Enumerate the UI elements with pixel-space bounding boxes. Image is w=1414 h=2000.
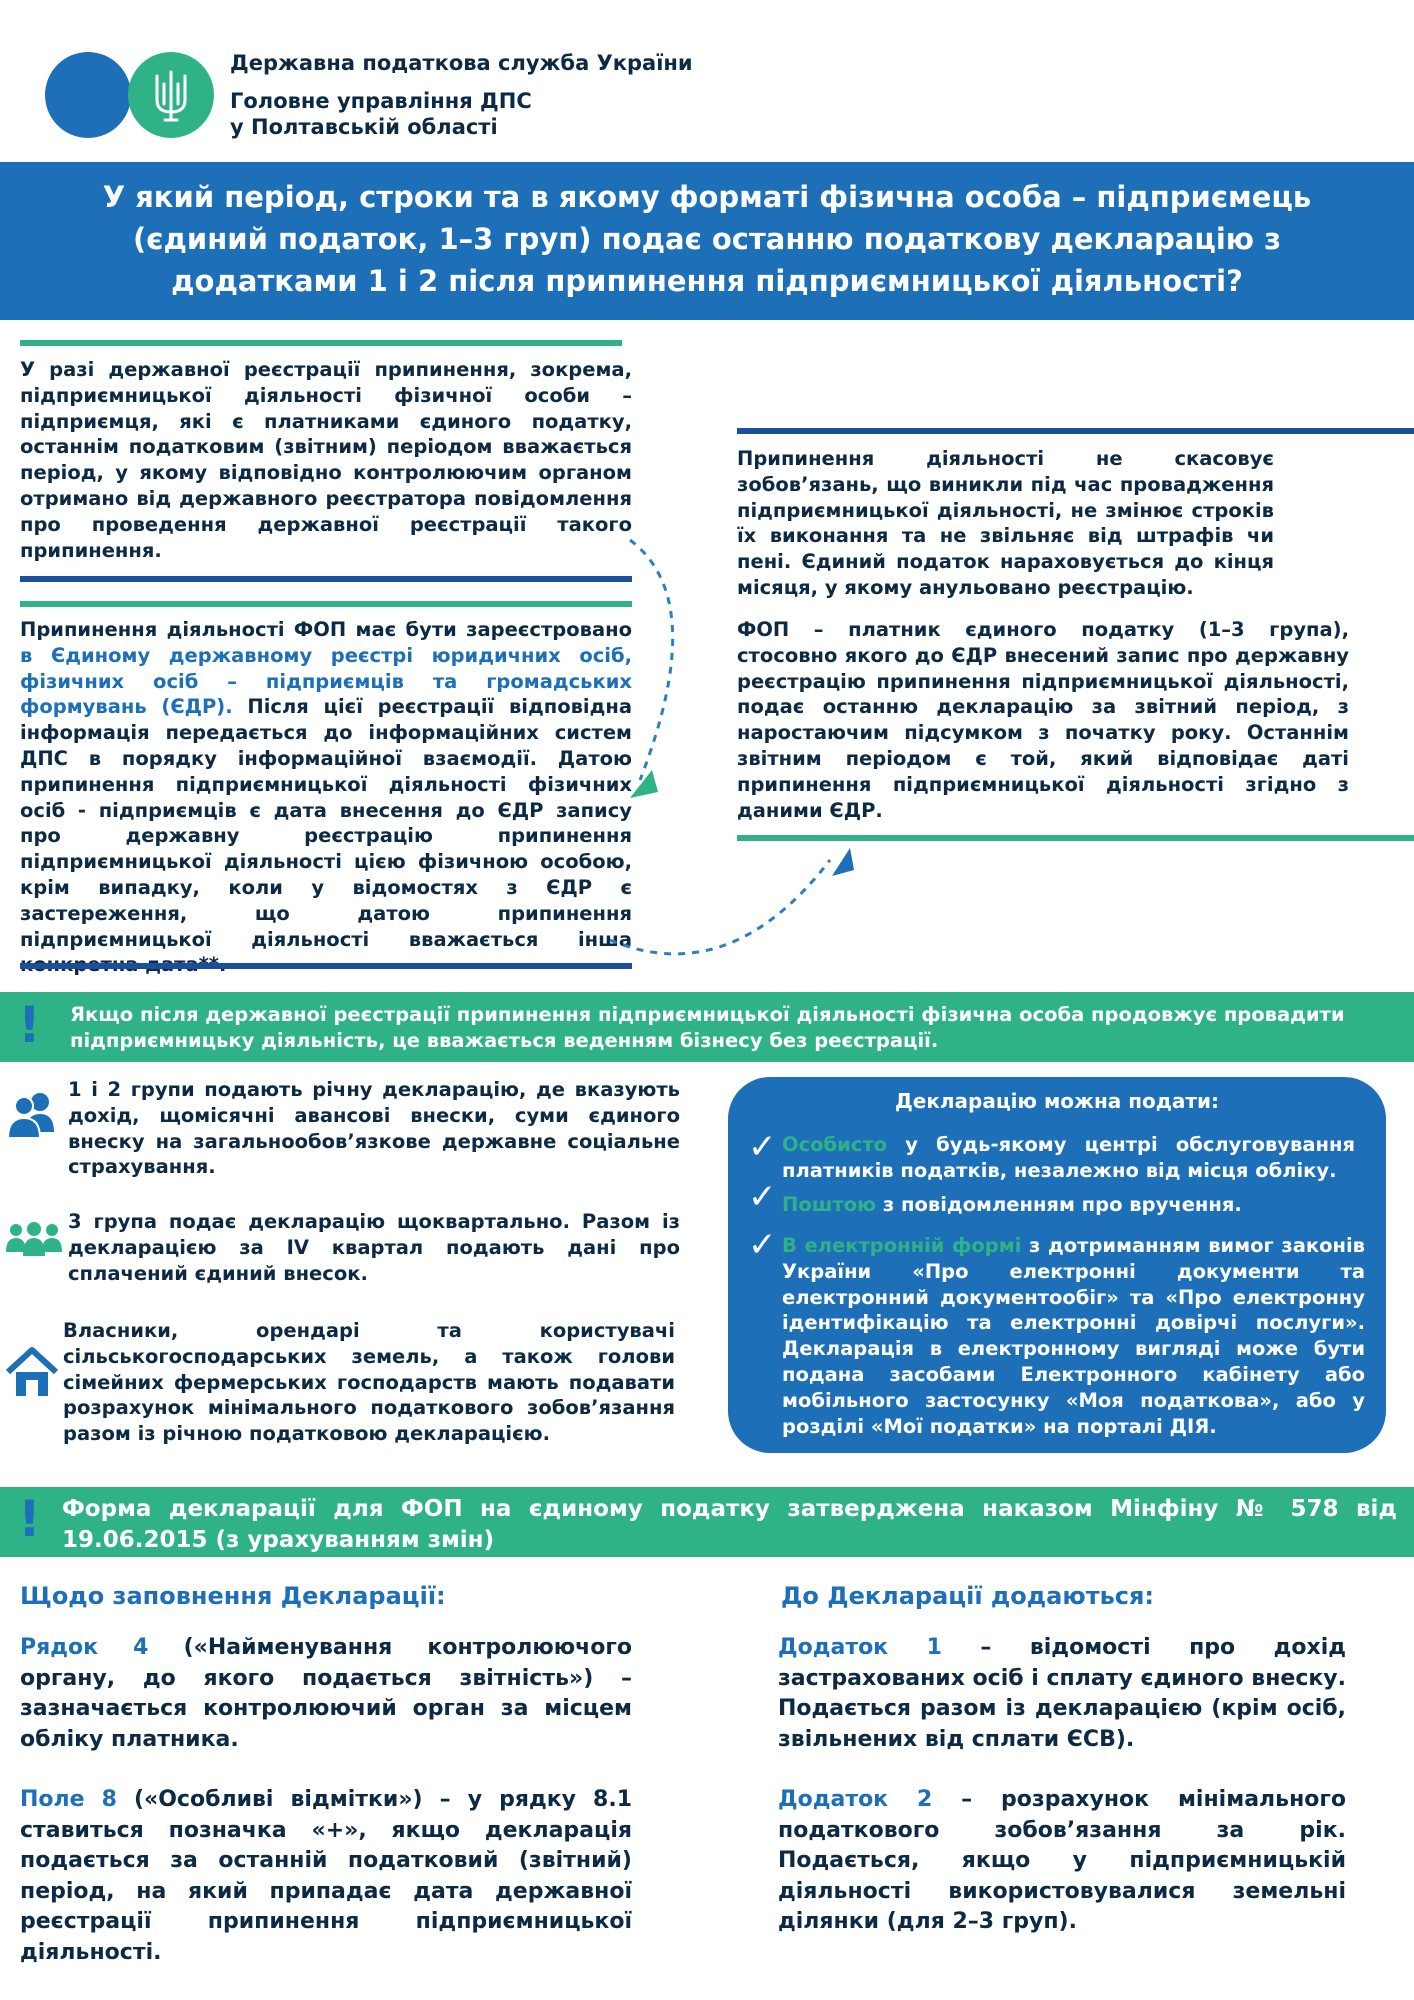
divider-green <box>20 340 622 346</box>
left-block-2-part1: Припинення діяльності ФОП має бути зареєстровано <box>20 618 632 641</box>
divider-green <box>20 601 632 607</box>
group-item-3: Власники, орендарі та користувачі сільськогосподарських земель, а також голови сімейних фермерських господарств мають подавати розрахунок мінімального податкового зобов’язання разом із річною податковою декларацією. <box>63 1319 675 1446</box>
check-icon: ✓ <box>748 1177 777 1217</box>
org-name-line3: у Полтавській області <box>230 115 498 139</box>
left-block-2 <box>20 617 632 978</box>
attachment-item-1-label: Додаток 1 <box>778 1635 942 1660</box>
arrow-head-icon <box>832 848 854 876</box>
attachment-item-2-label: Додаток 2 <box>778 1787 933 1812</box>
divider-blue <box>20 963 632 969</box>
check-icon: ✓ <box>748 1225 777 1265</box>
filling-item-2-label: Поле 8 <box>20 1787 117 1812</box>
right-block-2: ФОП – платник єдиного податку (1–3 група), стосовно якого до ЄДР внесений запис про державну реєстрацію припинення підприємницької діяльності, подає останню декларацію за звітний період, з наростаючим підсумком з початку року. Останнім звітним періодом є той, який відповідає даті припинення підприємницької діяльності згідно з даними ЄДР. <box>737 618 1349 822</box>
filling-item-2: Поле 8 («Особливі відмітки») – у рядку 8.1 ставиться позначка «+», якщо декларація подається за останній податковий (звітний) період, на який припадає дата державної реєстрації припинення підприємницької діяльності. <box>20 1787 633 1965</box>
filling-item-1-label: Рядок 4 <box>20 1635 149 1660</box>
left-block-2-part3: Після цієї реєстрації відповідна інформація передається до інформаційних систем ДПС в порядку інформаційної взаємодії. Датою припинення підприємницької діяльності фізичних осіб - підприємців є дата внесення до ЄДР запису про державну реєстрацію припинення підприємницької діяльності цією фізичною особою, крім випадку, коли у відомостях з ЄДР є застереження, що датою припинення підприємницької діяльності вважається інша <box>20 695 632 951</box>
attachment-item-2: Додаток 2 – розрахунок мінімального податкового зобов’язання за рік. Подається, якщо у підприємницькій діяльності використовувалися земельні ділянки (для 2–3 груп). <box>778 1787 1346 1934</box>
warning-text-1: Якщо після державної реєстрації припинення підприємницької діяльності фізична особа продовжує провадити підприємницьку діяльність, це вважається веденням бізнесу без реєстрації. <box>70 1003 1345 1052</box>
trident-icon <box>153 70 189 122</box>
edr-register-link[interactable]: в Єдиному державному реєстрі юридичних осіб, фізичних осіб – підприємців та громадських формувань (ЄДР). <box>20 643 632 719</box>
logo-blue-circle <box>45 52 131 138</box>
group-item-1: 1 і 2 групи подають річну декларацію, де вказують дохід, щомісячні авансові внески, суми єдиного внеску на загальнообов’язкове державне соціальне страхування. <box>68 1078 680 1179</box>
exclamation-icon: ! <box>18 1490 41 1548</box>
submit-option-3-label: В електронній формі <box>782 1234 1022 1257</box>
org-name-line1: Державна податкова служба України <box>230 51 693 75</box>
submit-option-3: В електронній формі з дотриманням вимог законів України «Про електронні документи та електронний документообіг» та «Про електронну ідентифікацію та електронні довірчі послуги». Декларація в електронному вигляді може бути подана засобами Електронного кабінету або мобільного застосунку «Моя податкова», або у розділі «Мої податки» на порталі ДІЯ. <box>782 1234 1365 1438</box>
filling-heading: Щодо заповнення Декларації: <box>20 1582 446 1610</box>
submit-option-2: Поштою з повідомленням про вручення. <box>782 1193 1242 1216</box>
check-icon: ✓ <box>748 1127 777 1167</box>
submit-option-1-label: Особисто <box>782 1133 888 1156</box>
two-users-icon <box>6 1090 60 1140</box>
page-title: У який період, строки та в якому форматі фізична особа – підприємець (єдиний податок, 1–3 груп) подає останню податкову декларацію з додатками 1 і 2 після припинення підприємницької діяльності? <box>102 180 1312 298</box>
exclamation-icon: ! <box>18 996 41 1054</box>
group-item-2: 3 група подає декларацію щоквартально. Разом із декларацією за IV квартал подають дані про сплачений єдиний внесок. <box>68 1210 680 1285</box>
house-icon <box>4 1346 60 1398</box>
group-users-icon <box>6 1222 62 1258</box>
submit-option-2-label: Поштою <box>782 1193 877 1216</box>
arrow-head-icon <box>630 770 658 798</box>
org-name-line2: Головне управління ДПС <box>230 89 532 113</box>
warning-text-2: Форма декларації для ФОП на єдиному податку затверджена наказом Мінфіну № 578 від 19.06.2015 (з урахуванням змін) <box>62 1496 1397 1553</box>
dashed-arrows <box>600 530 880 980</box>
divider-blue <box>20 576 632 582</box>
left-block-1: У разі державної реєстрації припинення, зокрема, підприємницької діяльності фізичної особи – підприємця, які є платниками єдиного податку, останнім податковим (звітним) періодом вважається період, у якому відповідно контролюючим органом отримано від державного реєстратора повідомлення про проведення державної реєстрації такого припинення. <box>20 358 632 562</box>
attachments-heading: До Декларації додаються: <box>781 1582 1155 1610</box>
right-block-1: Припинення діяльності не скасовує зобов’язань, що виникли під час провадження підприємницької діяльності, не змінює строків їх виконання та не звільняє від штрафів чи пені. Єдиний податок нараховується до кінця місяця, у якому анульовано реєстрацію. <box>737 447 1274 599</box>
attachment-item-1: Додаток 1 – відомості про дохід застрахованих осіб і сплату єдиного внеску. Подається разом із декларацією (крім осіб, звільнених від сплати ЄСВ). <box>778 1635 1346 1752</box>
divider-blue <box>737 428 1414 434</box>
filling-item-1: Рядок 4 («Найменування контролюючого органу, до якого подається звітність») – зазначається контролюючий орган за місцем обліку платника. <box>20 1635 632 1752</box>
submit-option-1: Особисто у будь-якому центрі обслуговування платників податків, незалежно від місця обліку. <box>782 1133 1355 1182</box>
submit-panel-title: Декларацію можна подати: <box>894 1089 1220 1113</box>
